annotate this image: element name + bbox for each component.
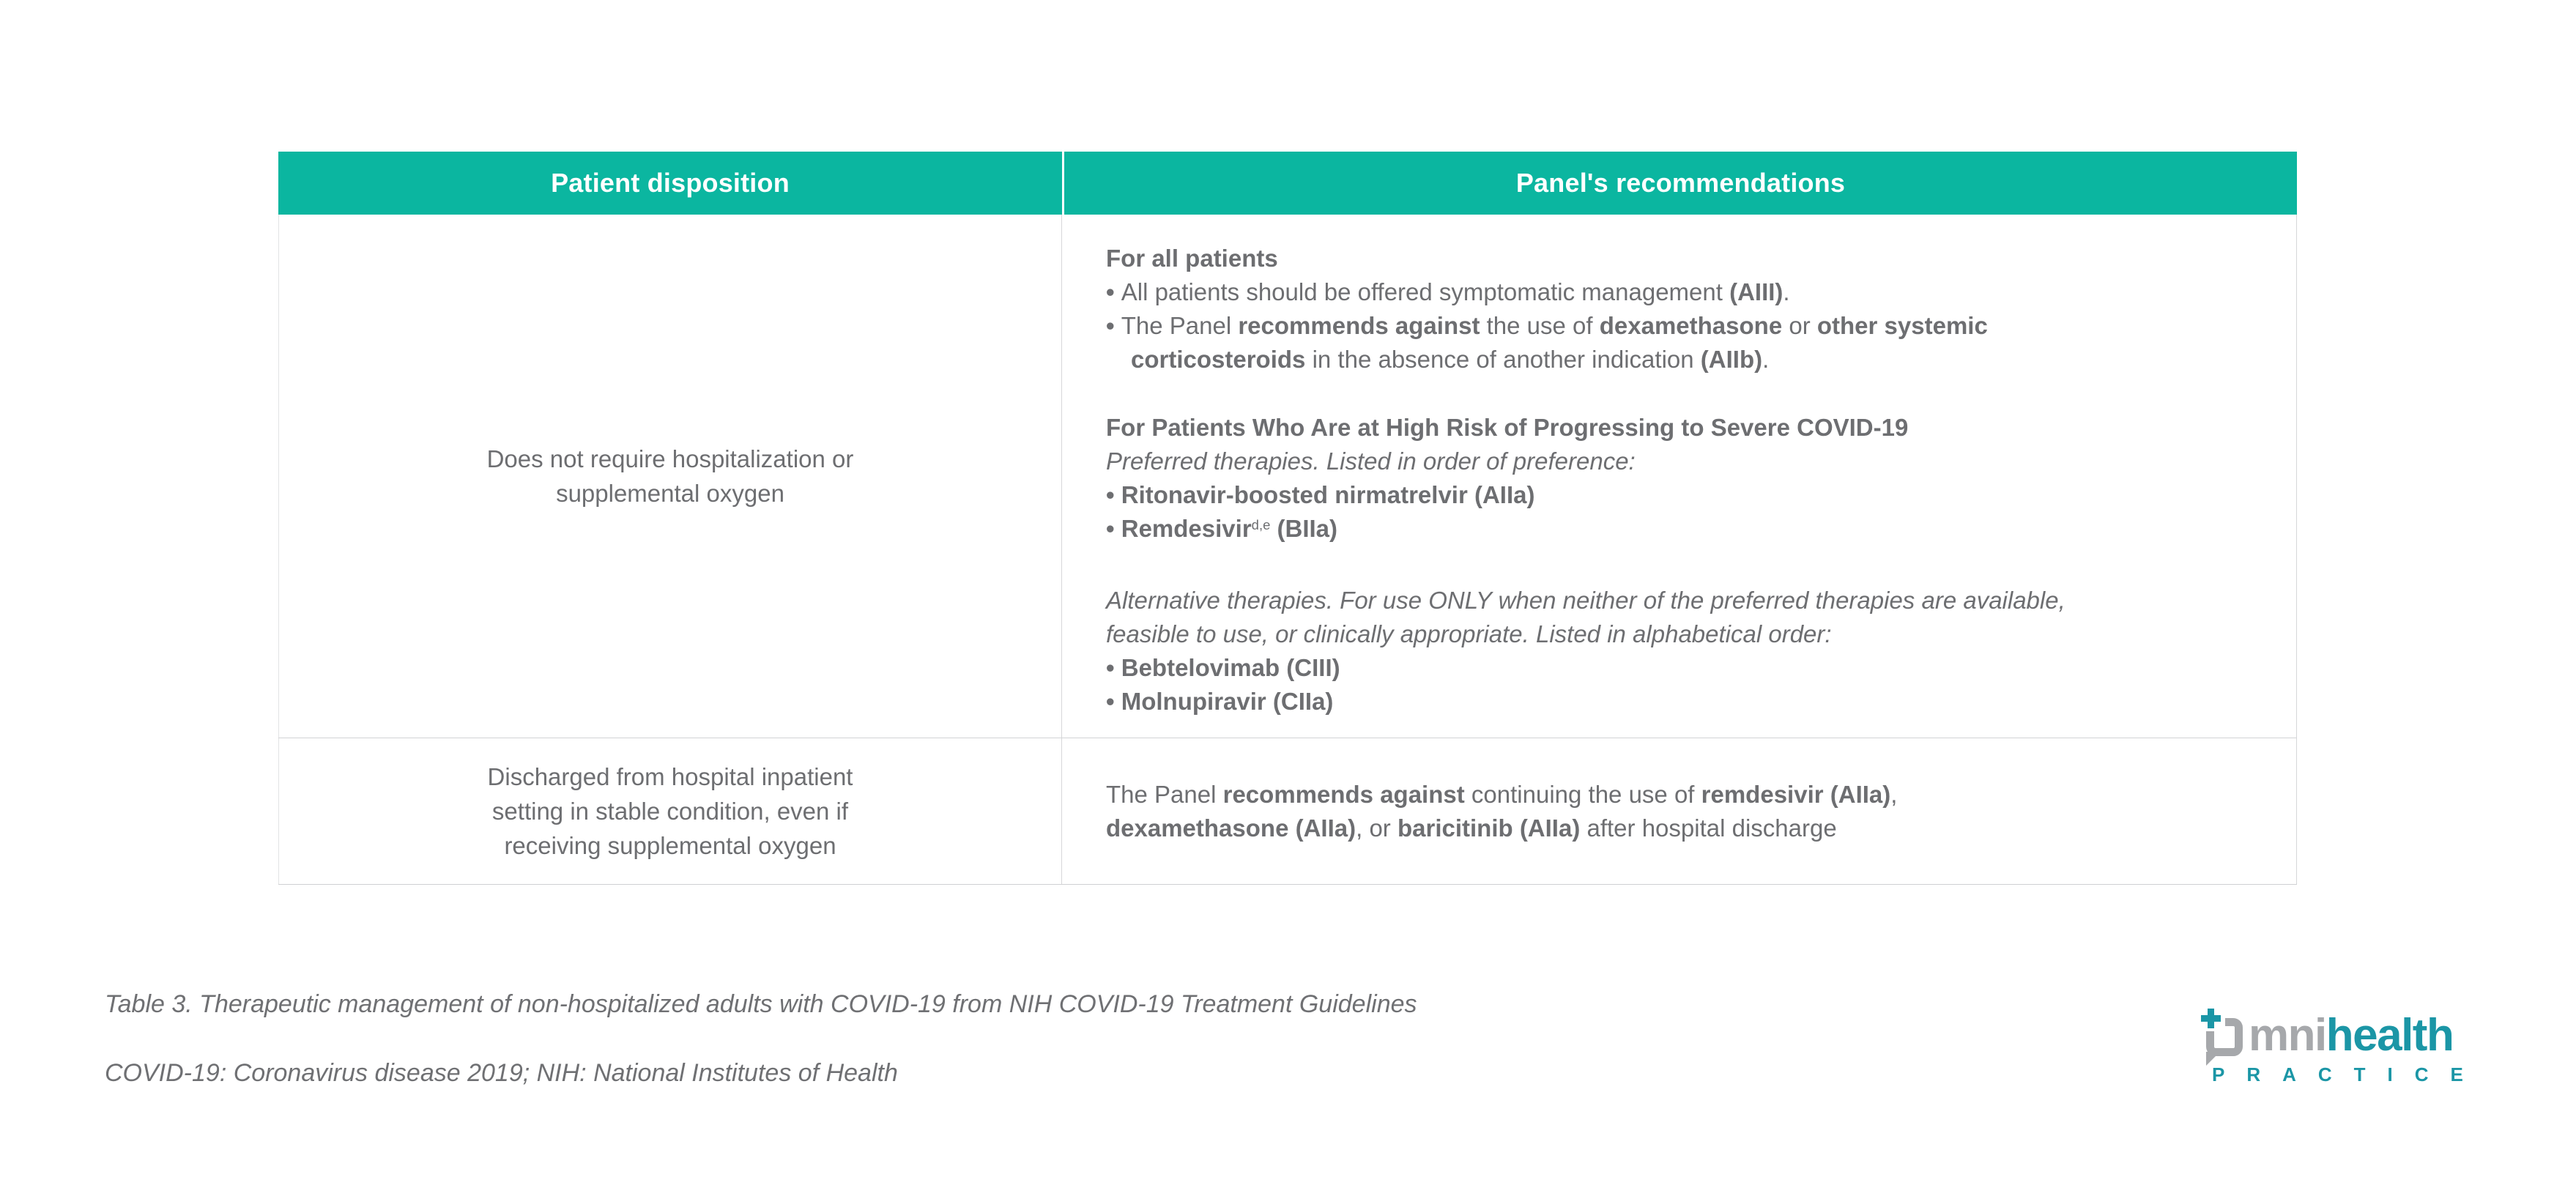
table-header-row — [278, 152, 2297, 215]
bullet-item: • Bebtelovimab (CIII) — [1106, 654, 1340, 681]
logo-text-health: health — [2326, 1010, 2454, 1061]
table-caption: Table 3. Therapeutic management of non-hospitalized adults with COVID-19 from NIH COVID-19 Treatment Guidelines — [105, 990, 1417, 1018]
recommendations-cell — [1062, 215, 2297, 738]
disposition-line: Discharged from hospital inpatient — [487, 763, 853, 790]
logo-wordmark — [2249, 1010, 2454, 1061]
text-line: Preferred therapies. Listed in order of preference: — [1106, 448, 1636, 475]
omnihealth-logo — [2203, 1012, 2489, 1086]
table-row — [278, 738, 2297, 885]
bullet-item: • Ritonavir-boosted nirmatrelvir (AIIa) — [1106, 481, 1535, 508]
bullet-dot: • — [1106, 515, 1121, 542]
bubble-tail — [2206, 1052, 2220, 1066]
text-line: For Patients Who Are at High Risk of Progressing to Severe COVID-19 — [1106, 414, 1909, 441]
bullet-dot: • — [1106, 481, 1121, 508]
disposition-line: receiving supplemental oxygen — [504, 832, 836, 859]
disposition-line: setting in stable condition, even if — [491, 798, 849, 825]
bullet-dot: • — [1106, 312, 1121, 339]
disposition-line: Does not require hospitalization or — [486, 445, 854, 472]
text-line: The Panel recommends against continuing the use of remdesivir (AIIa), dexamethasone (AIIa), or baricitinib (AIIa) after hospital discharge — [1106, 780, 1898, 842]
disposition-line: supplemental oxygen — [556, 480, 784, 507]
vertical-gap — [1106, 376, 2227, 411]
speech-bubble-icon — [2203, 1012, 2246, 1058]
header-cell-panels-recommendations: Panel's recommendations — [1064, 152, 2297, 215]
bullet-item: • The Panel recommends against the use of dexamethasone or other systemic corticosteroids in the absence of another indication (AIIb). — [1106, 312, 1988, 373]
treatment-table — [278, 152, 2297, 885]
bullet-dot: • — [1106, 654, 1121, 681]
table-row — [278, 215, 2297, 738]
vertical-gap — [1106, 549, 2227, 584]
text-line: Alternative therapies. For use ONLY when neither of the preferred therapies are available, feasible to use, or clinically appropriate. Listed in alphabetical order: — [1106, 587, 2065, 647]
text-line: For all patients — [1106, 245, 1278, 272]
logo-wordmark-row — [2203, 1010, 2489, 1061]
patient-disposition-cell — [278, 215, 1062, 738]
header-cell-patient-disposition: Patient disposition — [278, 152, 1062, 215]
bullet-item: • Remdesivir$^{d,e}$ (BIIa) — [1106, 515, 1338, 542]
abbreviations-note: COVID-19: Coronavirus disease 2019; NIH: National Institutes of Health — [105, 1059, 898, 1087]
bullet-dot: • — [1106, 278, 1121, 305]
plus-icon — [2208, 1009, 2214, 1028]
recommendations-cell — [1062, 738, 2297, 884]
logo-subtext-practice: PRACTICE — [2212, 1063, 2485, 1085]
logo-text-omni: mni — [2249, 1010, 2326, 1061]
patient-disposition-cell — [278, 738, 1062, 884]
bullet-item: • All patients should be offered symptomatic management (AIII). — [1106, 278, 1790, 305]
bullet-dot: • — [1106, 688, 1121, 715]
bullet-item: • Molnupiravir (CIIa) — [1106, 688, 1334, 715]
